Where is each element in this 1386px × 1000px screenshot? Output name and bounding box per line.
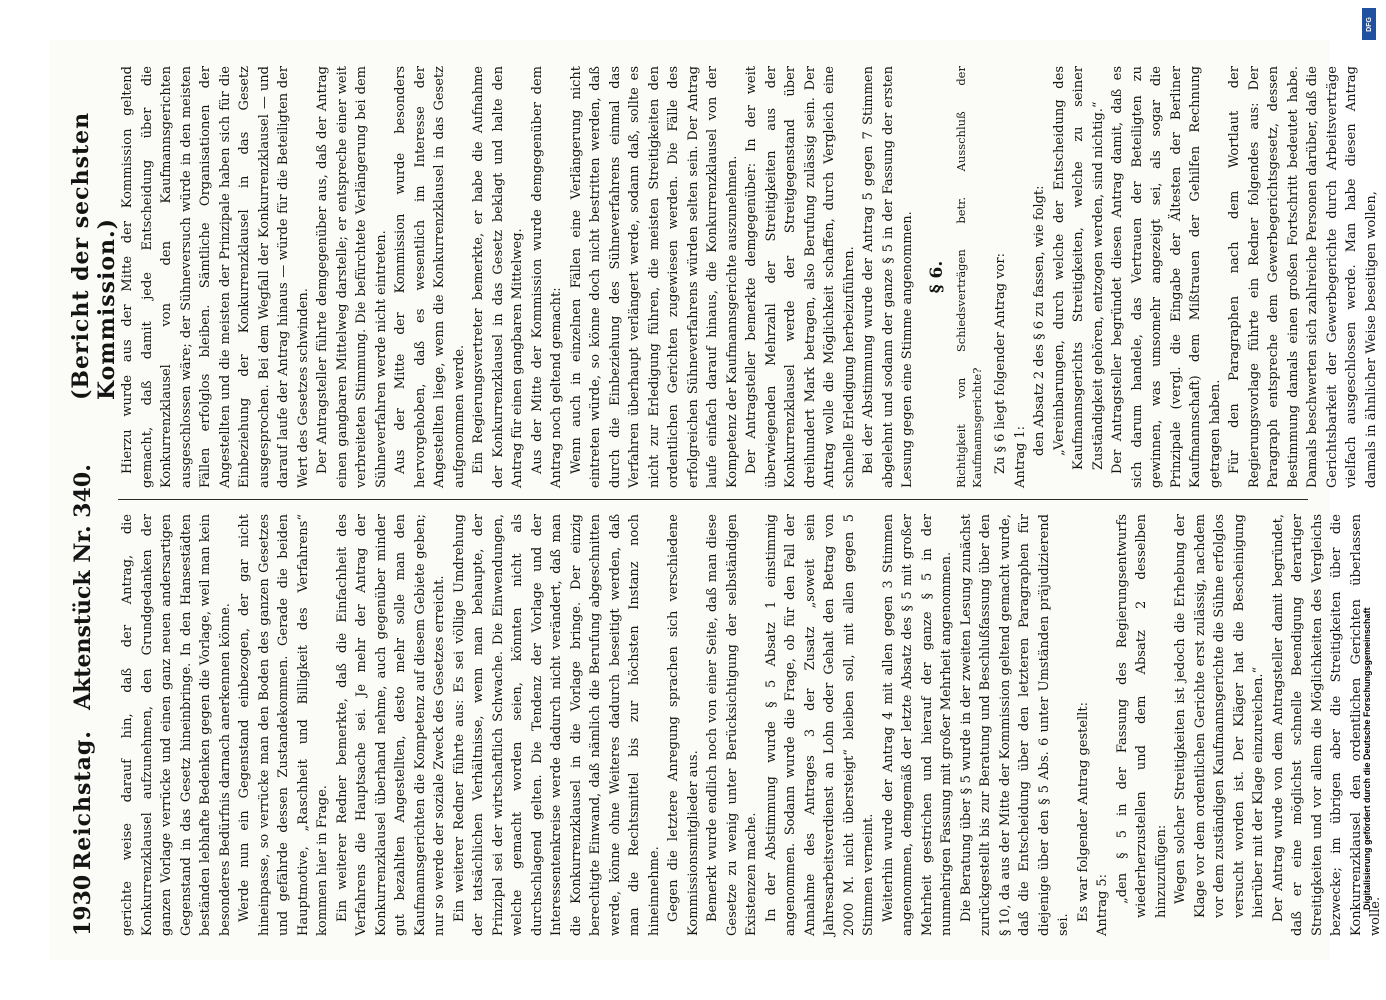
paragraph: Aus der Mitte der Kommission wurde besonders hervorgehoben, daß es wesentlich im Interesse der Angestellten liege, wenn die Konkurrenzklausel in das Gesetz aufgenommen werde. xyxy=(393,66,467,488)
report-title: (Bericht der sechsten Kommission.) xyxy=(68,111,120,400)
paragraph: gerichte weise darauf hin, daß der Antrag, die Konkurrenzklausel aufzunehmen, den Grundgedanken der ganzen Vorlage verrücke und einen ganz neuen andersartigen Gegenstand in das Gesetz hineinbringe. In den Hansestädten beständen lebhafte Bedenken gegen die Vorlage, weil man kein besonderes Bedürfnis darnach anerkennen könne. xyxy=(120,514,233,936)
paragraph: Weiterhin wurde der Antrag 4 mit allen gegen 3 Stimmen angenommen, demgemäß der letzte Absatz des § 5 mit großer Mehrheit gestrichen und hierauf der ganze § 5 in der nunmehrigen Fassung mit großer Mehrheit angenommen. xyxy=(880,514,954,936)
paragraph: Bemerkt wurde endlich noch von einer Seite, daß man diese Gesetze zu wenig unter Berücksichtigung der selbständigen Existenzen mache. xyxy=(705,514,759,936)
motion-label: Antrag 5: xyxy=(1095,873,1110,936)
right-text-column xyxy=(118,66,1379,488)
motion-text: den Absatz 2 des § 6 zu fassen, wie folgt: xyxy=(1032,185,1047,456)
paragraph: Aus der Mitte der Kommission wurde demgegenüber dem Antrag noch geltend gemacht: xyxy=(529,66,564,488)
motion-text: „den § 5 in der Fassung des Regierungsentwurfs wiederherzustellen und dem Absatz 2 desselben hinzuzufügen: xyxy=(1114,514,1169,918)
paragraph: Ein weiterer Redner führte aus: Es sei völlige Umdrehung der tatsächlichen Verhältnisse, wenn man behaupte, der Prinzipal sei der wirtschaftlich Schwache. Die Einwendungen, welche gemacht worden seien, könnten nicht als durchschlagend gelten. Die Tendenz der Vorlage und der Interessentenkreise werde dadurch nicht verändert, daß man die Konkurrenzklausel in die Vorlage bringe. Der einzig berechtigte Einwand, daß nämlich die Berufung abgeschnitten werde, könne ohne Weiteres dadurch beseitigt werden, daß man die Rechtsmittel bis zur höchsten Instanz noch hineinnehme. xyxy=(451,514,662,936)
digitization-credit xyxy=(1360,10,1378,990)
section-subtitle: Richtigkeit von Schiedsverträgen betr. Ausschluß der Kaufmannsgerichte? xyxy=(954,66,984,488)
motion-label: Antrag 1: xyxy=(1012,425,1028,488)
paragraph: Es war folgender Antrag gestellt: xyxy=(1075,702,1091,922)
paragraph: Die Beratung über § 5 wurde in der zweiten Lesung zunächst zurückgestellt bis zur Beratung und Beschlußfassung über den § 10, da aus der Mitte der Kommission geltend gemacht wurde, daß die Entscheidung über den letzteren Paragraphen für diejenige über den § 5 Abs. 6 unter Umständen präjudizierend sei. xyxy=(958,514,1071,936)
paragraph: Hierzu wurde aus der Mitte der Kommission geltend gemacht, daß damit jede Entscheidung über die Konkurrenzklausel von den Kaufmannsgerichten ausgeschlossen wäre; der Sühneversuch würde in den meisten Fällen erfolglos bleiben. Sämtliche Organisationen der Angestellten und die meisten der Prinzipale haben sich für die Einbeziehung der Konkurrenzklausel in das Gesetz ausgesprochen. Bei dem Wegfall der Konkurrenzklausel — und darauf laufe der Antrag hinaus — würde für die Beteiligten der Wert des Gesetzes schwinden. xyxy=(120,66,311,488)
paragraph: Bei der Abstimmung wurde der Antrag 5 gegen 7 Stimmen abgelehnt und sodann der ganze § 5 in der Fassung der ersten Lesung gegen eine Stimme angenommen. xyxy=(861,66,915,488)
page-number: 1930 xyxy=(70,874,96,936)
paragraph: Werde nun ein Gegenstand einbezogen, der gar nicht hineinpasse, so verrücke man den Boden des ganzen Gesetzes und gefährde dessen Zustandekommen. Gerade die beiden Hauptmotive, „Raschheit und Billigkeit des Verfahrens“ kommen hier in Frage. xyxy=(237,514,330,936)
section-heading: § 6. xyxy=(926,260,947,294)
motion-text: Wegen solcher Streitigkeiten ist jedoch die Erhebung der Klage vor dem ordentlichen Gerichte erst zulässig, nachdem vor dem zuständigen Kaufmannsgerichte die Sühne erfolglos versucht worden ist. Der Kläger hat die Bescheinigung hierüber mit der Klage einzureichen.“ xyxy=(1173,514,1266,918)
credit-text: Digitalisierung gefördert durch die Deutsche Forschungsgemeinschaft xyxy=(1362,607,1372,910)
column-divider xyxy=(118,499,1308,500)
paragraph: Ein weiterer Redner bemerkte, daß die Einfachheit des Verfahrens die Hauptsache sei. Je mehr der Antrag der Konkurrenzklausel überhand nehme, auch gegenüber minder gut bezahlten Angestellten, desto mehr solle man den Kaufmannsgerichten die Kompetenz auf diesem Gebiete geben; nur so werde der soziale Zweck des Gesetzes erreicht. xyxy=(334,514,447,936)
paragraph: Für den Paragraphen nach dem Wortlaut der Regierungsvorlage führte ein Redner folgendes aus: Der Paragraph entspreche dem Gewerbegerichtsgesetz, dessen Bestimmung damals einen großen Fortschritt bedeutet habe. Damals beschwerten sich zahlreiche Personen darüber, daß die Gerichtsbarkeit der Gewerbegerichte durch Arbeitsverträge vielfach ausgeschlossen werde. Man habe diesen Antrag damals in ähnlicher Weise beseitigen wollen, xyxy=(1227,66,1379,488)
paragraph: Wenn auch in einzelnen Fällen eine Verlängerung nicht eintreten würde, so könne doch nicht bestritten werden, daß durch die Einbeziehung des Sühneverfahrens einmal das Verfahren überhaupt verlängert werde, sodann daß, sollte es nicht zur Erledigung führen, die meisten Streitigkeiten den ordentlichen Gerichten zugewiesen werden. Die Fälle des erfolgreichen Sühneverfahrens würden selten sein. Der Antrag laufe einfach darauf hinaus, die Konkurrenzklausel von der Kompetenz der Kaufmannsgerichte auszunehmen. xyxy=(568,66,740,488)
paragraph: Ein Regierungsvertreter bemerkte, er habe die Aufnahme der Konkurrenzklausel in das Gesetz beklagt und halte den Antrag für einen gangbaren Mittelweg. xyxy=(471,66,525,488)
paragraph: Zu § 6 liegt folgender Antrag vor: xyxy=(993,253,1008,474)
paragraph: Der Antrag wurde von dem Antragsteller damit begründet, daß er eine möglichst schnelle Beendigung derartiger Streitigkeiten und vor allem die Möglichkeiten des Vergleichs bezwecke; im übrigen aber die Streitigkeiten über die Konkurrenzklausel den ordentlichen Gerichten überlassen wolle. xyxy=(1270,514,1383,936)
paragraph: In der Abstimmung wurde § 5 Absatz 1 einstimmig angenommen. Sodann wurde die Frage, ob für den Fall der Annahme des Antrages 3 der Zusatz „soweit sein Jahresarbeitsverdienst an Lohn oder Gehalt den Betrag von 2000 M. nicht übersteigt“ bleiben soll, mit allen gegen 5 Stimmen verneint. xyxy=(763,514,876,936)
paragraph: Der Antragsteller führte demgegenüber aus, daß der Antrag einen gangbaren Mittelweg darstelle; er entspreche einer weit verbreiteten Stimmung. Die befürchtete Verlängerung bei dem Sühneverfahren werde nicht eintreten. xyxy=(315,66,389,488)
paragraph: Der Antragsteller bemerkte demgegenüber: In der weit überwiegenden Mehrzahl der Streitigkeiten aus der Konkurrenzklausel werde der Streitgegenstand über dreihundert Mark betragen, also Berufung zulässig sein. Der Antrag wolle die Möglichkeit schaffen, durch Vergleich eine schnelle Erledigung herbeizuführen. xyxy=(744,66,857,488)
publication-title: Reichstag. xyxy=(70,730,96,870)
page-header xyxy=(50,40,120,960)
dfg-logo-text: DFG xyxy=(1365,16,1373,32)
document-number: Aktenstück Nr. 340. xyxy=(70,464,96,710)
paragraph: Gegen die letztere Anregung sprachen sich verschiedene Kommissionsmitglieder aus. xyxy=(666,514,701,936)
paragraph: Der Antragsteller begründet diesen Antrag damit, daß es sich darum handele, das Vertrauen der Beteiligten zu gewinnen, was umsomehr angezeigt sei, als sogar die Prinzipale (vergl. die Eingabe der Ältesten der Berliner Kaufmannschaft) dem Mißtrauen der Gehilfen Rechnung getragen haben. xyxy=(1110,66,1223,488)
motion-text: „Vereinbarungen, durch welche der Entscheidung des Kaufmannsgerichts Streitigkeiten, welche zu seiner Zuständigkeit gehören, entzogen werden, sind nichtig.“ xyxy=(1051,66,1106,470)
